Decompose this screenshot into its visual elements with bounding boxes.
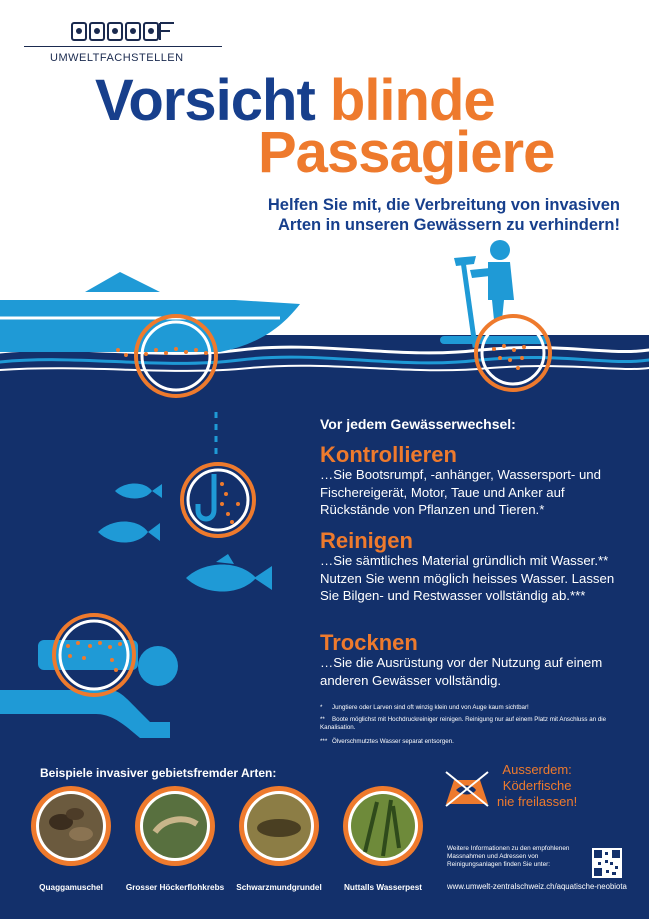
examples-title: Beispiele invasiver gebietsfremder Arten: [40, 766, 277, 780]
species-label-3: Schwarzmundgrundel [236, 883, 322, 892]
step-text-reinigen: …Sie sämtliches Material gründlich mit Wasser.** Nutzen Sie wenn möglich heisses Wasser. Lassen Sie Bilgen- und Restwasser vollständig ab.*** [320, 553, 615, 603]
bait-line-3: nie freilassen! [497, 794, 578, 809]
more-info-text: Weitere Informationen zu den empfohlenen Massnahmen und Adressen von Reinigungsanlagen finden Sie unter: [447, 845, 570, 868]
fishing-hook-icon [182, 412, 254, 536]
info-url[interactable]: www.umwelt-zentralschweiz.ch/aquatische-neobiota [447, 882, 627, 891]
footnote-marker: * [320, 704, 323, 711]
footnote-marker: ** [320, 716, 325, 723]
bait-line-1: Ausserdem: [502, 762, 572, 777]
motorboat-icon [0, 272, 300, 352]
species-photo-quagga-mussel [31, 786, 111, 866]
logo-label: UMWELTFACHSTELLEN [50, 52, 184, 64]
bait-bucket-crossed-icon [446, 772, 488, 806]
footnote-text: Boote möglichst mit Hochdruckreiniger reinigen. Reinigung nur auf einem Platz mit Anschluss an die Kanalisation. [320, 716, 607, 731]
title-word-2: blinde [329, 68, 495, 133]
footnote-marker: *** [320, 738, 328, 745]
species-photos [25, 782, 425, 872]
title-line-2: Passagiere [258, 120, 555, 185]
species-photo-amphipod [135, 786, 215, 866]
step-text-kontrollieren: …Sie Bootsrumpf, -anhänger, Wassersport- und Fischereigerät, Motor, Taue und Anker auf Rückstände von Pflanzen und Tieren.* [320, 467, 601, 517]
paddleboard-magnifier-icon [476, 316, 550, 390]
footnote-text: Ölverschmutztes Wasser separat entsorgen. [332, 738, 454, 745]
species-photo-waterweed [343, 786, 423, 866]
footnote-1 [320, 704, 620, 712]
step-heading-kontrollieren: Kontrollieren [320, 442, 457, 467]
bait-line-2: Köderfische [502, 778, 572, 793]
fish-large-icon [186, 554, 272, 592]
species-photo-round-goby [239, 786, 319, 866]
fish-small-icon [115, 484, 162, 499]
title-word-1: Vorsicht [95, 68, 315, 133]
footnote-text: Jungtiere oder Larven sind oft winzig klein und von Auge kaum sichtbar! [332, 704, 529, 711]
steps-intro: Vor jedem Gewässerwechsel: [320, 416, 516, 432]
footnote-2 [320, 716, 620, 732]
step-heading-trocknen: Trocknen [320, 630, 418, 655]
species-label-1: Quaggamuschel [39, 883, 103, 892]
bait-warning [497, 762, 577, 810]
step-heading-reinigen: Reinigen [320, 528, 413, 553]
species-label-2: Grosser Höckerflohkrebs [125, 883, 225, 892]
step-text-trocknen: …Sie die Ausrüstung vor der Nutzung auf einem anderen Gewässer vollständig. [320, 655, 603, 688]
subtitle-line-1: Helfen Sie mit, die Verbreitung von invasiven [267, 196, 620, 214]
fish-medium-icon [98, 522, 160, 543]
footnote-3 [320, 738, 620, 746]
subtitle-line-2: Arten in unseren Gewässern zu verhindern! [277, 216, 620, 234]
qr-code-icon [592, 848, 622, 878]
species-label-4: Nuttalls Wasserpest [344, 883, 422, 892]
